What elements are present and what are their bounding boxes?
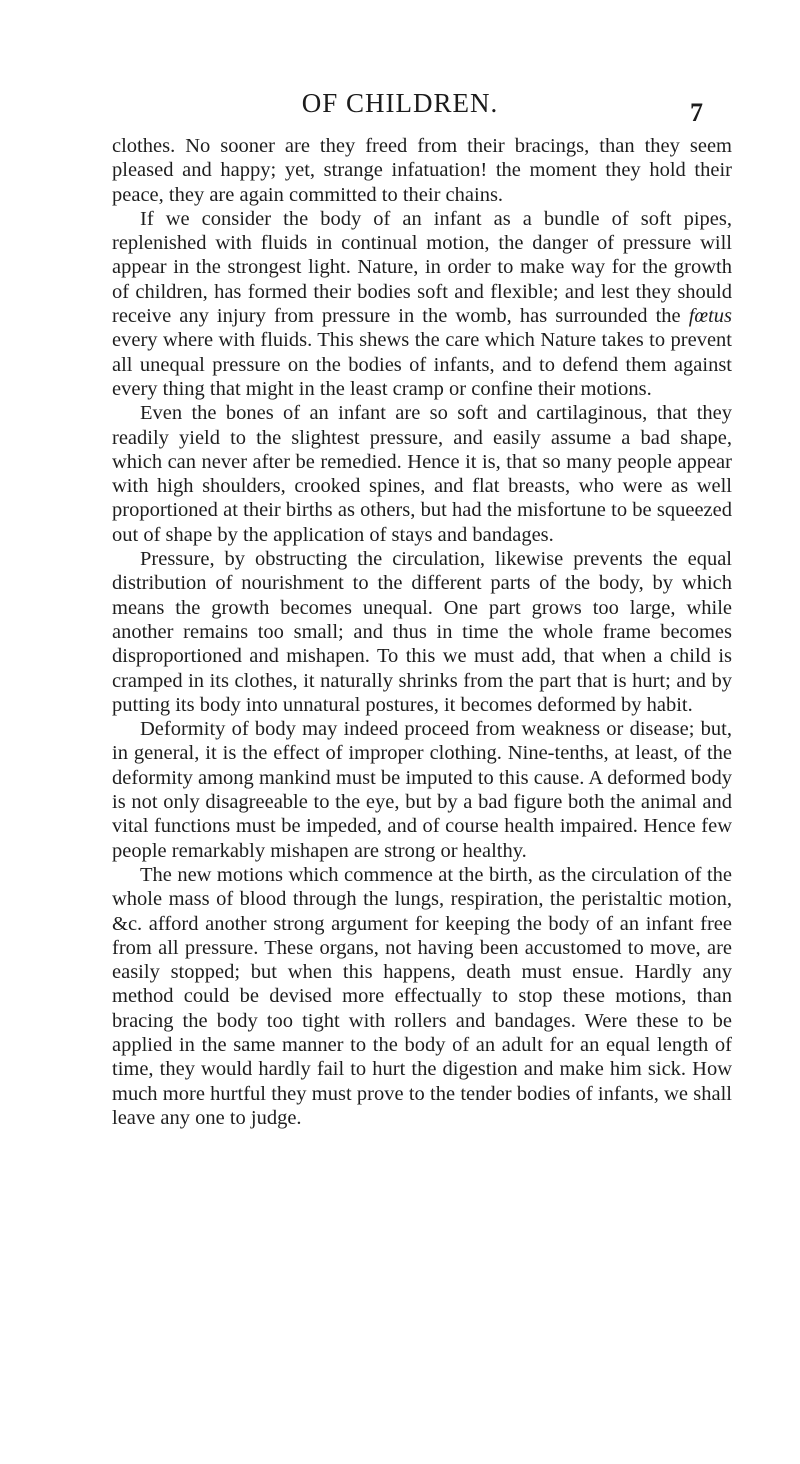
paragraph-continuation: clothes. No sooner are they freed from their bracings, than they seem pleased and happy; yet, strange infatuation! the moment they hold their peace, they are again committed to their chains.	[112, 135, 732, 206]
body-text	[112, 134, 732, 1130]
paragraph-infant-body-part1: If we consider the body of an infant as a bundle of soft pipes, replenished with fluids in continual motion, the danger of pressure will appear in the strongest light. Nature, in order to make way for the growth of children, has formed their bodies soft and flexible; and lest they should receive any injury from pressure in the womb, has surrounded the	[112, 207, 732, 328]
paragraph-deformity: Deformity of body may indeed proceed from weakness or disease; but, in general, it is the effect of improper clothing. Nine-tenths, at least, of the deformity among mankind must be imputed to this cause. A deformed body is not only disagreeable to the eye, but by a bad figure both the animal and vital functions must be impeded, and of course health impaired. Hence few people remarkably mishapen are strong or healthy.	[112, 718, 732, 862]
page-number: 7	[690, 98, 703, 127]
running-title: OF CHILDREN.	[301, 88, 499, 118]
italic-foetus: fœtus	[688, 305, 732, 328]
paragraph-new-motions: The new motions which commence at the birth, as the circulation of the whole mass of blood through the lungs, respiration, the peristaltic motion, &c. afford another strong argument for keeping the body of an infant free from all pressure. These organs, not having been accustomed to move, are easily stopped; but when this happens, death must ensue. Hardly any method could be devised more effectually to stop these motions, than bracing the body too tight with rollers and bandages. Were these to be applied in the same manner to the body of an adult for an equal length of time, they would hardly fail to hurt the digestion and make him sick. How much more hurtful they must prove to the tender bodies of infants, we shall leave any one to judge.	[112, 863, 732, 1129]
paragraph-infant-body-part2: every where with fluids. This shews the care which Nature takes to prevent all unequal pressure on the bodies of infants, and to defend them against every thing that might in the least cramp or confine their motions.	[112, 329, 732, 400]
paragraph-pressure: Pressure, by obstructing the circulation, likewise prevents the equal distribution of nourishment to the different parts of the body, by which means the growth becomes unequal. One part grows too large, while another remains too small; and thus in time the whole frame becomes disproportioned and mishapen. To this we must add, that when a child is cramped in its clothes, it naturally shrinks from the part that is hurt; and by putting its body into unnatural postures, it becomes deformed by habit.	[112, 548, 732, 716]
paragraph-infant-body	[112, 207, 732, 401]
paragraph-bones: Even the bones of an infant are so soft and cartilaginous, that they readily yield to the slightest pressure, and easily assume a bad shape, which can never after be remedied. Hence it is, that so many people appear with high shoulders, crooked spines, and flat breasts, who were as well proportioned at their births as others, but had the misfortune to be squeezed out of shape by the application of stays and bandages.	[112, 402, 732, 546]
